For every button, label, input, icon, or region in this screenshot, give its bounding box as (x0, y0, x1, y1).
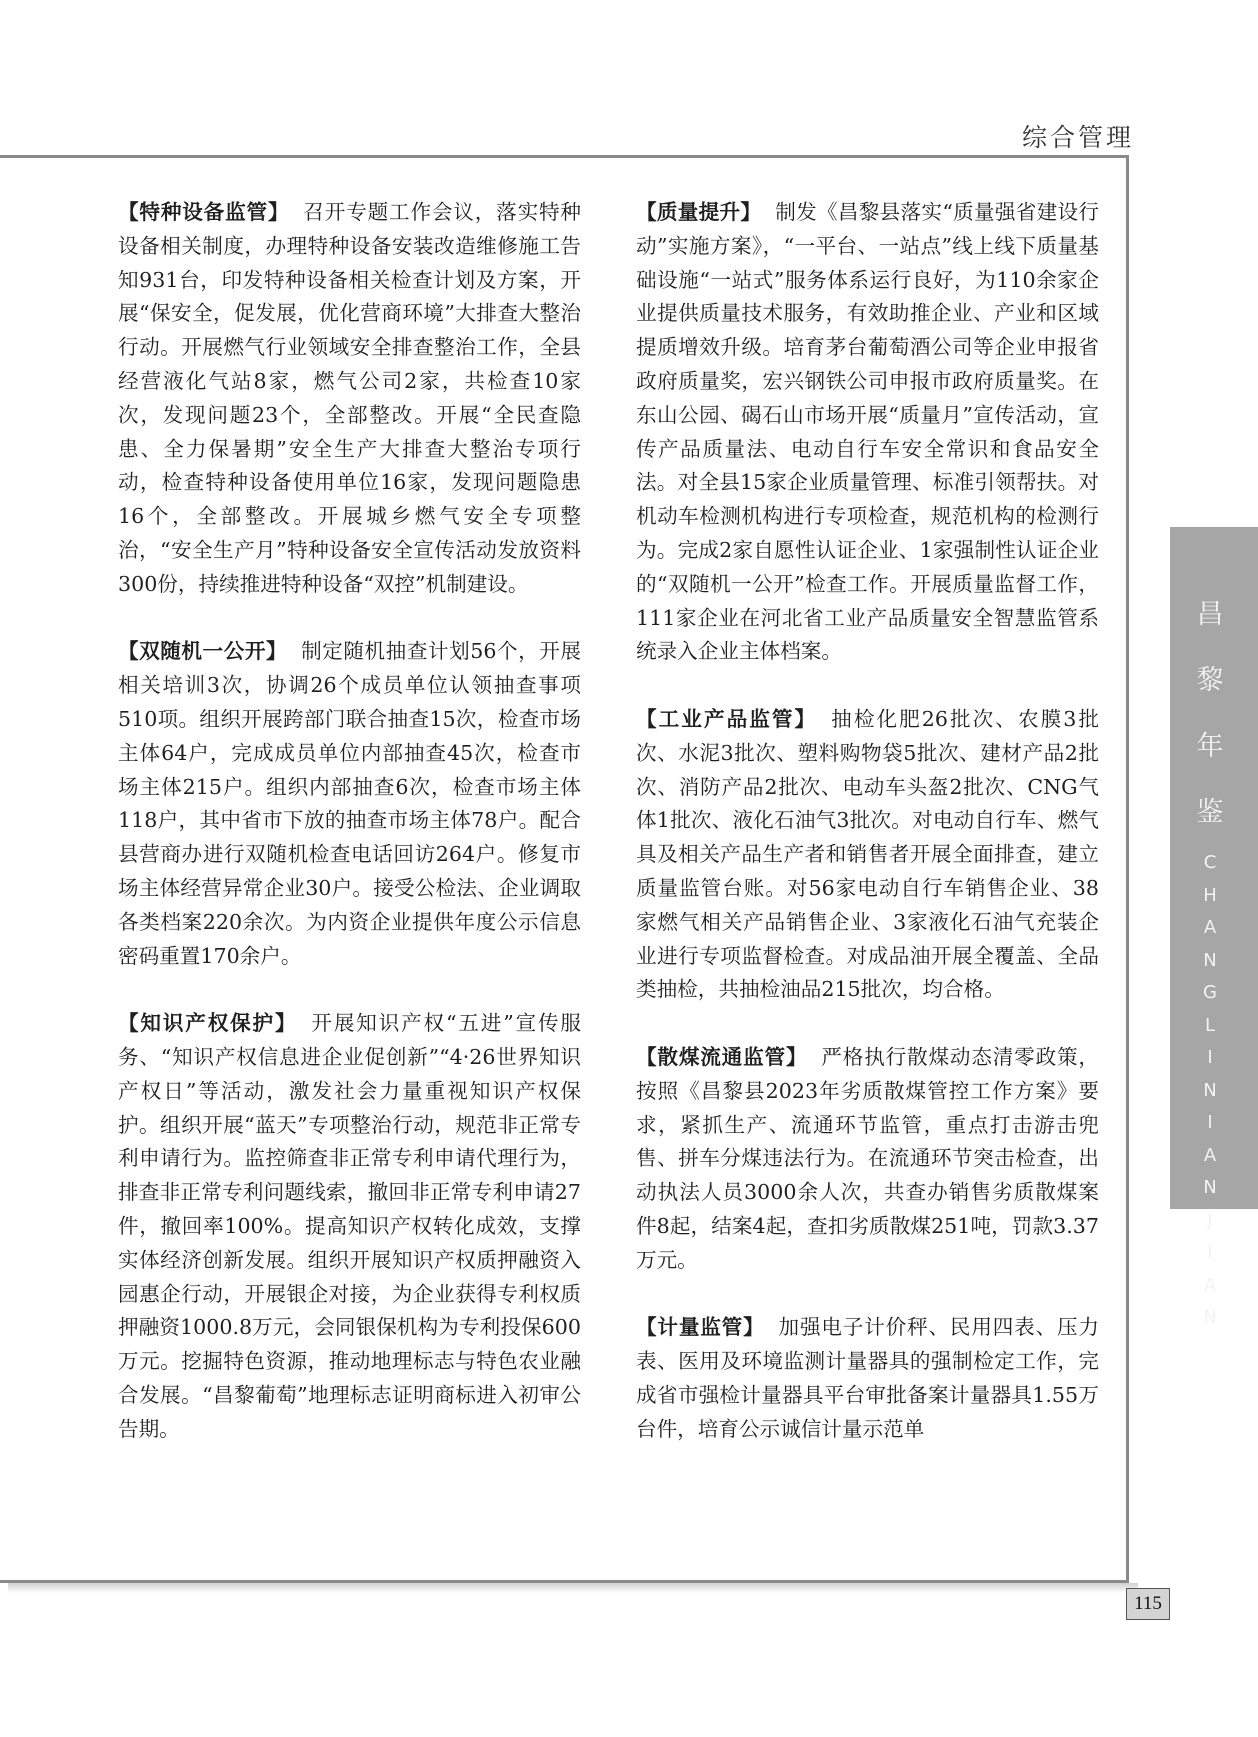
article-paragraph (118, 196, 581, 602)
section-title: 综合管理 (1022, 123, 1135, 152)
paragraph-heading: 【工业产品监管】 (636, 706, 818, 731)
side-tab-english: C H A N G L I N I A N J I A N (1203, 852, 1217, 1328)
paragraph-body: 召开专题工作会议，落实特种设备相关制度，办理特种设备安装改造维修施工告知931台，印发特种设备相关检查计划及方案，开展“保安全，促发展，优化营商环境”大排查大整治行动。开展燃气行业领域安全排查整治工作，全县经营液化气站8家，燃气公司2家，共检查10家次，发现问题23个，全部整改。开展“全民查隐患、全力保暑期”安全生产大排查大整治专项行动，检查特种设备使用单位16家，发现问题隐患16个，全部整改。开展城乡燃气安全专项整治，“安全生产月”特种设备安全宣传活动发放资料300份，持续推进特种设备“双控”机制建设。 (118, 200, 582, 596)
frame-right-rule (1126, 155, 1129, 1582)
left-column (118, 196, 581, 1480)
paragraph-body: 制定随机抽查计划56个，开展相关培训3次，协调26个成员单位认领抽查事项510项。组织开展跨部门联合抽查15次，检查市场主体64户，完成成员单位内部抽查45次，检查市场主体215户。组织内部抽查6次，检查市场主体118户，其中省市下放的抽查市场主体78户。配合县营商办进行双随机检查电话回访264户。修复市场主体经营异常企业30户。接受公检法、企业调取各类档案220余次。为内资企业提供年度公示信息密码重置170余户。 (118, 639, 581, 968)
side-tab-char: 黎 (1196, 665, 1224, 696)
page-number: 115 (1126, 1588, 1170, 1620)
frame-shadow (8, 1583, 1138, 1593)
paragraph-body: 严格执行散煤动态清零政策，按照《昌黎县2023年劣质散煤管控工作方案》要求，紧抓生产、流通环节监管，重点打击游击兜售、拼车分煤违法行为。在流通环节突击检查，出动执法人员3000余人次，共查办销售劣质散煤案件8起，结案4起，查扣劣质散煤251吨，罚款3.37万元。 (636, 1044, 1100, 1272)
article-paragraph (636, 703, 1099, 1007)
article-paragraph (636, 1311, 1099, 1446)
right-column (636, 196, 1099, 1480)
frame-top-rule (0, 155, 1128, 158)
paragraph-body: 开展知识产权“五进”宣传服务、“知识产权信息进企业促创新”“4·26世界知识产权日”等活动，激发社会力量重视知识产权保护。组织开展“蓝天”专项整治行动，规范非正常专利申请行为。监控筛查非正常专利申请代理行为，排查非正常专利问题线索，撤回非正常专利申请27件，撤回率100%。提高知识产权转化成效，支撑实体经济创新发展。组织开展知识产权质押融资入园惠企行动，开展银企对接，为企业获得专利权质押融资1000.8万元，会同银保机构为专利投保600万元。挖掘特色资源，推动地理标志与特色农业融合发展。“昌黎葡萄”地理标志证明商标进入初审公告期。 (118, 1011, 582, 1441)
side-tab-char: 鉴 (1196, 797, 1224, 828)
paragraph-heading: 【知识产权保护】 (118, 1011, 298, 1036)
paragraph-heading: 【散煤流通监管】 (636, 1044, 808, 1069)
article-paragraph (118, 1007, 581, 1446)
paragraph-body: 抽检化肥26批次、农膜3批次、水泥3批次、塑料购物袋5批次、建材产品2批次、消防产品2批次、电动车头盔2批次、CNG气体1批次、液化石油气3批次。对电动自行车、燃气具及相关产品生产者和销售者开展全面排查，建立质量监管台账。对56家电动自行车销售企业、38家燃气相关产品销售企业、3家液化石油气充装企业进行专项监督检查。对成品油开展全覆盖、全品类抽检，共抽检油品215批次，均合格。 (636, 706, 1099, 1002)
side-tab-char: 年 (1196, 731, 1224, 762)
paragraph-body: 加强电子计价秤、民用四表、压力表、医用及环境监测计量器具的强制检定工作，完成省市强检计量器具平台审批备案计量器具1.55万台件，培育公示诚信计量示范单 (636, 1315, 1100, 1441)
side-tab-char: 昌 (1196, 599, 1224, 630)
article-paragraph (118, 635, 581, 973)
article-paragraph (636, 196, 1099, 669)
paragraph-heading: 【双随机一公开】 (118, 639, 288, 664)
article-paragraph (636, 1041, 1099, 1278)
paragraph-body: 制发《昌黎县落实“质量强省建设行动”实施方案》，“一平台、一站点”线上线下质量基础设施“一站式”服务体系运行良好，为110余家企业提供质量技术服务，有效助推企业、产业和区域提质增效升级。培育茅台葡萄酒公司等企业申报省政府质量奖，宏兴钢铁公司申报市政府质量奖。在东山公园、碣石山市场开展“质量月”宣传活动，宣传产品质量法、电动自行车安全常识和食品安全法。对全县15家企业质量管理、标准引领帮扶。对机动车检测机构进行专项检查，规范机构的检测行为。完成2家自愿性认证企业、1家强制性认证企业的“双随机一公开”检查工作。开展质量监督工作，111家企业在河北省工业产品质量安全智慧监管系统录入企业主体档案。 (636, 200, 1099, 664)
paragraph-heading: 【质量提升】 (636, 200, 762, 224)
paragraph-heading: 【计量监管】 (636, 1315, 765, 1340)
paragraph-heading: 【特种设备监管】 (118, 200, 290, 224)
